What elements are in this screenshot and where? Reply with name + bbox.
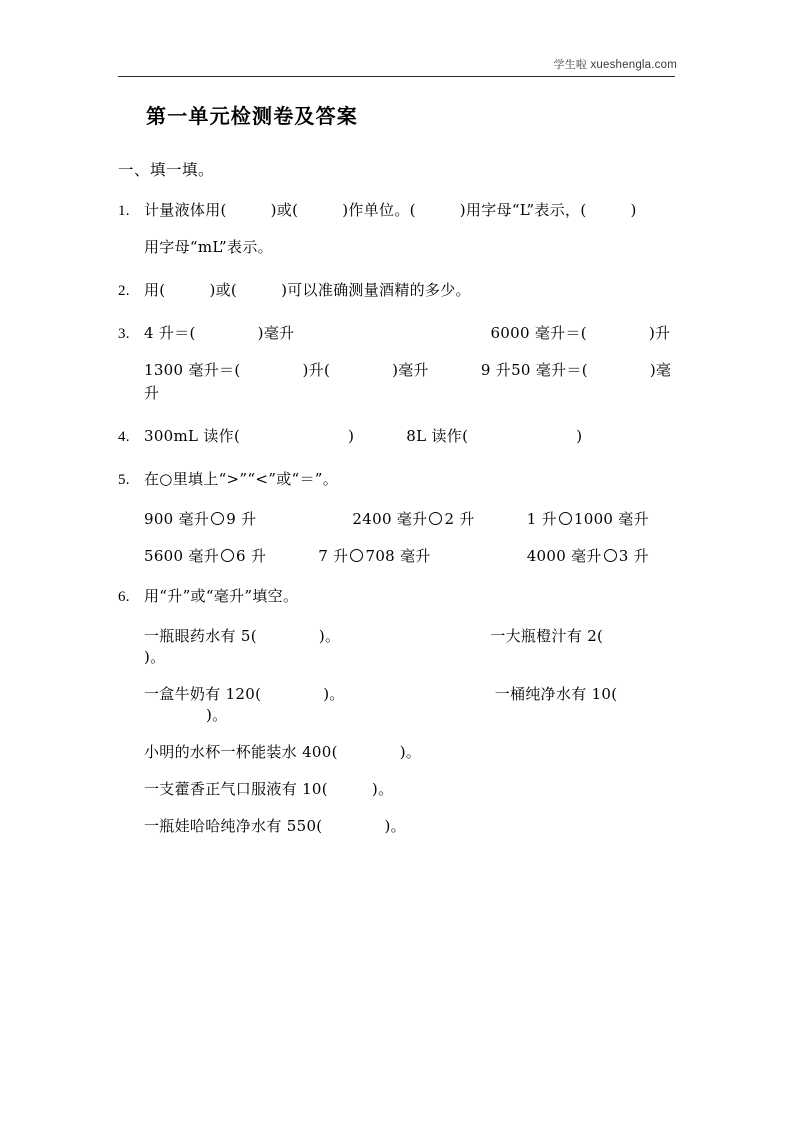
question-1-text-a: 计量液体用( (144, 201, 227, 219)
watermark-domain: xueshengla.com (590, 59, 677, 71)
question-3-text-b: )毫升 (257, 323, 295, 342)
question-3-text-e: 1300 毫升＝( (144, 361, 241, 379)
compare-right: 9 升 (226, 510, 257, 528)
compare-right: 6 升 (236, 547, 267, 565)
item-text-a: 一瓶眼药水有 5( (144, 627, 257, 646)
question-3-text-a: 4 升＝( (144, 323, 196, 342)
question-5-prompt: 在○里填上“>”“<”或“＝”。 (144, 469, 339, 488)
question-6-item-1 (118, 625, 678, 667)
compare-circle[interactable] (350, 549, 363, 562)
question-1-text-b: )或( (270, 201, 299, 219)
item-text-a: 一支藿香正气口服液有 10( (144, 780, 328, 799)
question-4 (118, 425, 678, 449)
question-3-text-c: 6000 毫升＝( (490, 323, 587, 342)
question-4-text-d: ) (576, 426, 583, 445)
question-3-text-i: )毫升 (144, 361, 672, 403)
item-text-c: 一大瓶橙汁有 2( (490, 627, 604, 646)
question-6-item-4 (118, 778, 678, 799)
item-text-b: )。 (371, 780, 394, 799)
compare-circle[interactable] (559, 512, 572, 525)
compare-left: 4000 毫升 (526, 547, 602, 565)
item-text-b: )。 (399, 743, 422, 762)
item-text-a: 一瓶娃哈哈纯净水有 550( (144, 817, 323, 836)
question-3-text-d: )升 (648, 323, 671, 342)
item-text-d: )。 (206, 706, 228, 725)
question-4-text-c: 8L 读作( (406, 426, 469, 445)
compare-circle[interactable] (221, 549, 234, 562)
question-1-number: 1. (118, 203, 130, 219)
question-6 (118, 585, 678, 609)
watermark (553, 56, 677, 72)
question-3 (118, 322, 678, 346)
question-3-line-2 (118, 359, 678, 406)
question-2 (118, 279, 678, 303)
compare-circle[interactable] (604, 549, 617, 562)
question-1-text-c: )作单位。( (342, 201, 416, 219)
question-5-number: 5. (118, 471, 130, 488)
document-content (118, 96, 678, 836)
question-2-text-a: 用( (144, 280, 166, 299)
question-6-item-2 (118, 683, 678, 725)
question-6-item-3 (118, 741, 678, 762)
header-divider (118, 76, 675, 77)
question-1-text-d: )用字母“L”表示，( (459, 201, 587, 219)
compare-left: 7 升 (318, 547, 349, 565)
item-text-b: )。 (323, 685, 345, 704)
item-text-c: 一桶纯净水有 10( (494, 685, 618, 704)
question-1-text-e: ) (630, 201, 637, 219)
question-6-item-5 (118, 815, 678, 836)
section-heading-fill-in: 一、填一填。 (118, 161, 215, 179)
page-title: 第一单元检测卷及答案 (146, 104, 358, 128)
question-3-text-f: )升( (302, 361, 331, 379)
question-3-text-h: 9 升50 毫升＝( (480, 361, 588, 379)
compare-left: 2400 毫升 (352, 510, 428, 528)
question-6-number: 6. (118, 589, 130, 605)
question-5 (118, 468, 678, 492)
compare-right: 708 毫升 (365, 547, 431, 565)
compare-circle[interactable] (211, 512, 224, 525)
item-text-d: )。 (144, 648, 166, 667)
compare-left: 900 毫升 (144, 510, 210, 528)
item-text-a: 小明的水杯一杯能装水 400( (144, 743, 338, 762)
item-text-b: )。 (384, 817, 406, 836)
question-4-number: 4. (118, 428, 130, 445)
compare-right: 3 升 (618, 547, 649, 565)
question-4-text-b: ) (348, 426, 355, 445)
question-6-prompt: 用“升”或“毫升”填空。 (144, 587, 299, 605)
question-1 (118, 199, 678, 223)
question-2-text-b: )或( (209, 280, 238, 299)
question-5-row-2 (118, 545, 678, 566)
compare-left: 5600 毫升 (144, 547, 220, 565)
compare-left: 1 升 (526, 510, 557, 528)
compare-circle[interactable] (429, 512, 442, 525)
compare-right: 2 升 (444, 510, 475, 528)
question-1-line-2: 用字母“mL”表示。 (144, 238, 273, 257)
question-3-text-g: )毫升 (392, 361, 429, 379)
question-5-row-1 (118, 508, 678, 529)
question-3-number: 3. (118, 325, 130, 342)
question-4-text-a: 300mL 读作( (144, 426, 241, 445)
question-2-text-c: )可以准确测量酒精的多少。 (281, 280, 471, 299)
item-text-a: 一盒牛奶有 120( (144, 685, 262, 704)
item-text-b: )。 (318, 627, 341, 646)
question-2-number: 2. (118, 282, 130, 299)
watermark-cn: 学生啦 (553, 58, 588, 71)
compare-right: 1000 毫升 (573, 510, 649, 528)
